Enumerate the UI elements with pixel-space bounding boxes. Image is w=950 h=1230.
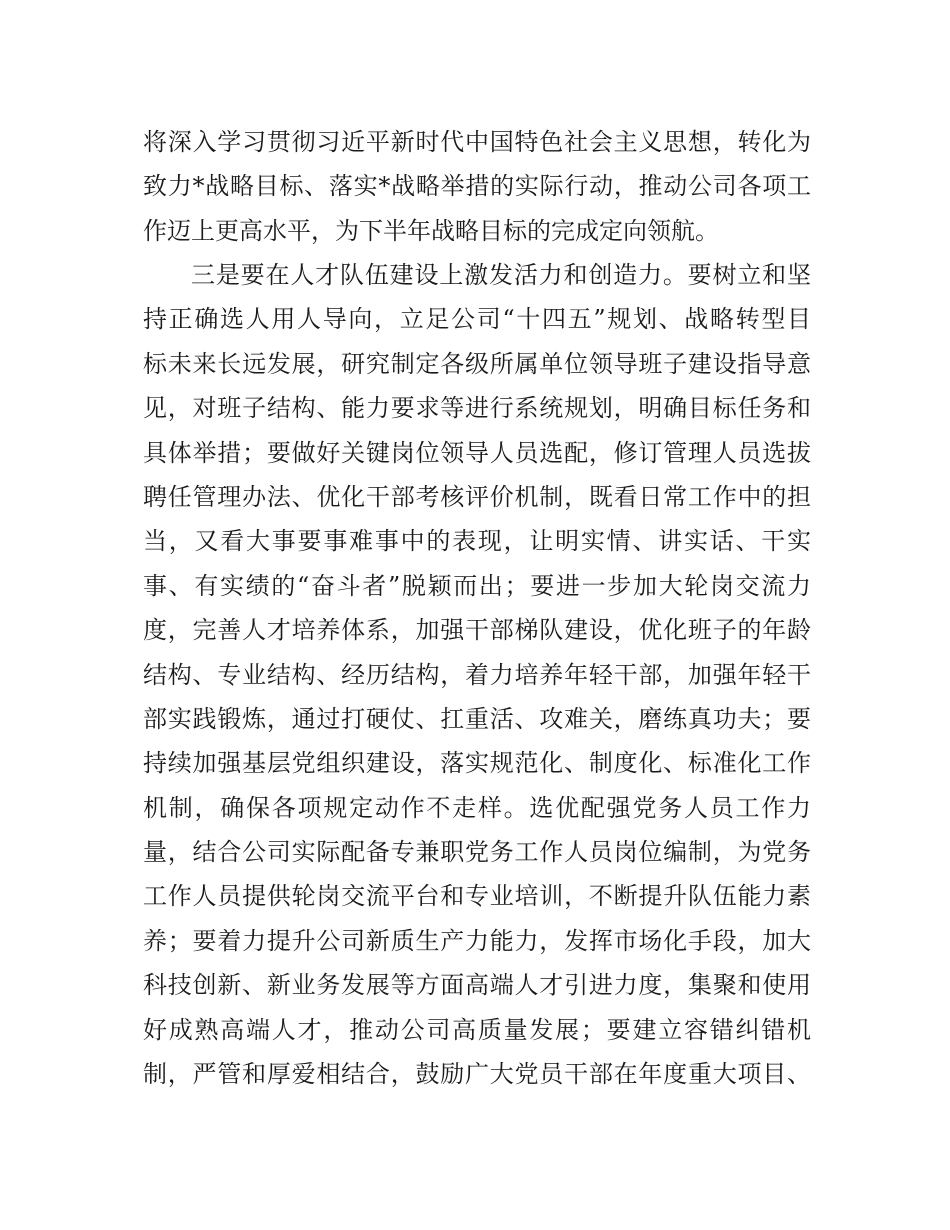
paragraph-line: 具体举措；要做好关键岗位领导人员选配，修订管理人员选拔 <box>143 438 811 467</box>
paragraph-line: 致力*战略目标、落实*战略举措的实际行动，推动公司各项工 <box>143 172 811 201</box>
paragraph-line: 结构、专业结构、经历结构，着力培养年轻干部，加强年轻干 <box>143 660 811 689</box>
paragraph-line: 部实践锻炼，通过打硬仗、扛重活、攻难关，磨练真功夫；要 <box>143 704 811 733</box>
paragraph-line: 科技创新、新业务发展等方面高端人才引进力度，集聚和使用 <box>143 971 811 1000</box>
paragraph-line: 事、有实绩的“奋斗者”脱颖而出；要进一步加大轮岗交流力 <box>143 571 811 600</box>
paragraph-line: 机制，确保各项规定动作不走样。选优配强党务人员工作力 <box>143 793 811 822</box>
paragraph-line: 养；要着力提升公司新质生产力能力，发挥市场化手段，加大 <box>143 926 811 955</box>
paragraph-line: 制，严管和厚爱相结合，鼓励广大党员干部在年度重大项目、 <box>143 1060 811 1089</box>
paragraph-line: 工作人员提供轮岗交流平台和专业培训，不断提升队伍能力素 <box>143 882 811 911</box>
paragraph-line: 好成熟高端人才，推动公司高质量发展；要建立容错纠错机 <box>143 1015 811 1044</box>
paragraph-line: 持续加强基层党组织建设，落实规范化、制度化、标准化工作 <box>143 749 811 778</box>
paragraph-line: 度，完善人才培养体系，加强干部梯队建设，优化班子的年龄 <box>143 616 811 645</box>
paragraph-line: 聘任管理办法、优化干部考核评价机制，既看日常工作中的担 <box>143 482 811 511</box>
paragraph-line: 标未来长远发展，研究制定各级所属单位领导班子建设指导意 <box>143 349 811 378</box>
paragraph-line: 见，对班子结构、能力要求等进行系统规划，明确目标任务和 <box>143 394 811 423</box>
paragraph-first-line: 三是要在人才队伍建设上激发活力和创造力。要树立和坚 <box>191 261 811 289</box>
paragraph-1 <box>143 120 811 253</box>
paragraph-line: 将深入学习贯彻习近平新时代中国特色社会主义思想，转化为 <box>143 128 811 156</box>
paragraph-line: 量，结合公司实际配备专兼职党务工作人员岗位编制，为党务 <box>143 838 811 867</box>
paragraph-line: 持正确选人用人导向，立足公司“十四五”规划、战略转型目 <box>143 305 811 334</box>
paragraph-2 <box>143 253 811 1096</box>
paragraph-line: 作迈上更高水平，为下半年战略目标的完成定向领航。 <box>143 216 719 245</box>
paragraph-line: 当，又看大事要事难事中的表现，让明实情、讲实话、干实 <box>143 527 811 556</box>
